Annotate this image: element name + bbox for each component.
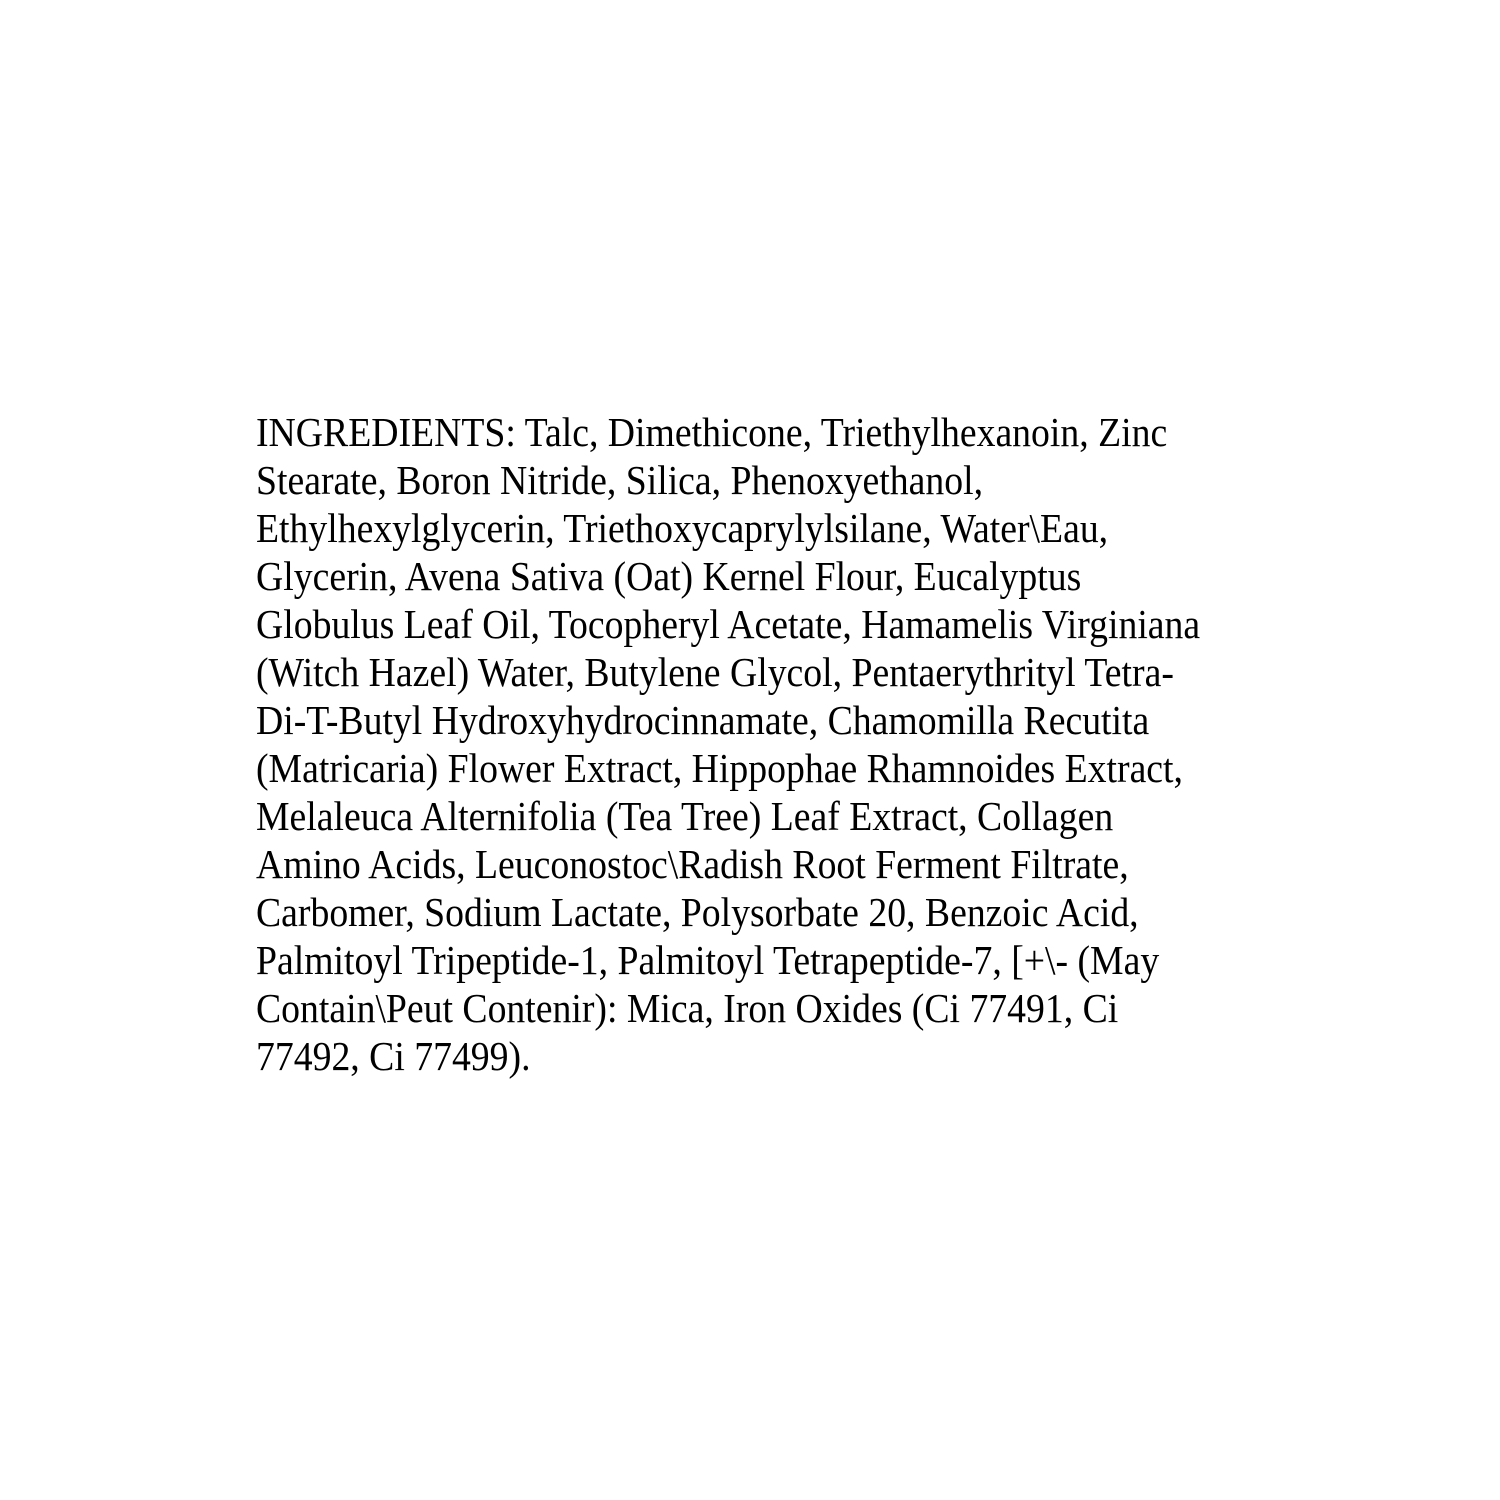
ingredients-line: Glycerin, Avena Sativa (Oat) Kernel Flour, Eucalyptus [256, 553, 1082, 599]
ingredients-line: Melaleuca Alternifolia (Tea Tree) Leaf Extract, Collagen [256, 793, 1114, 839]
ingredients-line: Carbomer, Sodium Lactate, Polysorbate 20, Benzoic Acid, [256, 889, 1139, 935]
ingredients-line: Stearate, Boron Nitride, Silica, Phenoxyethanol, [256, 457, 984, 503]
ingredients-line: INGREDIENTS: Talc, Dimethicone, Triethylhexanoin, Zinc [256, 409, 1168, 455]
ingredients-paragraph [256, 408, 1200, 1080]
ingredients-line: Palmitoyl Tripeptide-1, Palmitoyl Tetrapeptide-7, [+\- (May [256, 937, 1160, 983]
ingredients-line: (Matricaria) Flower Extract, Hippophae Rhamnoides Extract, [256, 745, 1183, 791]
ingredients-line: Globulus Leaf Oil, Tocopheryl Acetate, Hamamelis Virginiana [256, 601, 1201, 647]
ingredients-line: 77492, Ci 77499). [256, 1033, 531, 1079]
ingredients-line: (Witch Hazel) Water, Butylene Glycol, Pentaerythrityl Tetra- [256, 649, 1174, 695]
ingredients-line: Amino Acids, Leuconostoc\Radish Root Ferment Filtrate, [256, 841, 1129, 887]
ingredients-line: Ethylhexylglycerin, Triethoxycaprylylsilane, Water\Eau, [256, 505, 1109, 551]
ingredients-line: Contain\Peut Contenir): Mica, Iron Oxides (Ci 77491, Ci [256, 985, 1119, 1031]
ingredients-line: Di-T-Butyl Hydroxyhydrocinnamate, Chamomilla Recutita [256, 697, 1150, 743]
